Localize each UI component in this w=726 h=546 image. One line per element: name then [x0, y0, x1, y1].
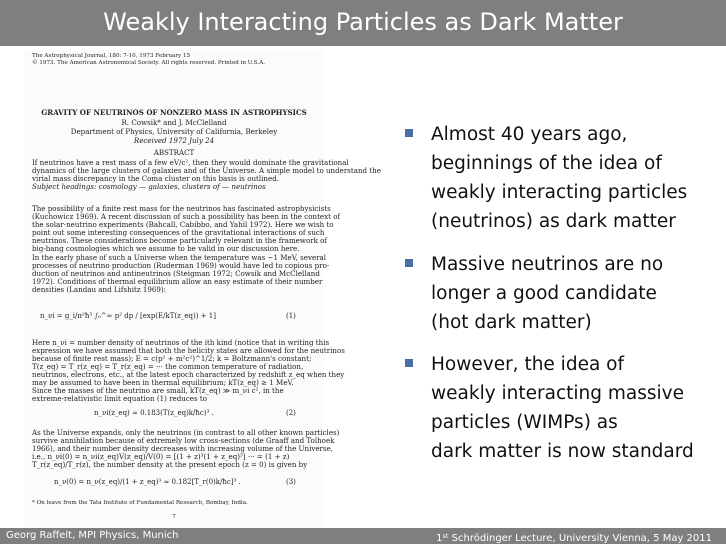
body-line: The possibility of a finite rest mass for the neutrinos has fascinated astrophysicists — [32, 204, 331, 213]
subject-headings: Subject headings: cosmology — galaxies, clusters of — neutrinos — [32, 182, 266, 191]
equation-3: n_ν(0) = n_ν(z_eq)/(1 + z_eq)³ ≈ 0.182[T_r(0)k/ħc]³ . — [54, 478, 241, 486]
equation-1-rhs: g_i/π²ħ³ ∫₀^∞ p² dp / [exp(E/kT(z_eq)) + 1] — [64, 312, 216, 320]
equation-3-number: (3) — [286, 478, 296, 486]
abstract-line: virial mass discrepancy in the Coma cluster on this basis is outlined. — [32, 174, 279, 183]
body-line: T_r(z_eq)/T_r(z), the number density at the present epoch (z = 0) is given by — [32, 460, 308, 469]
bullet-line: (hot dark matter) — [431, 312, 592, 333]
footer-ordinal-suffix: st — [442, 532, 449, 540]
bullet-line: particles (WIMPs) as — [431, 412, 618, 433]
bullet-line: beginnings of the idea of — [431, 153, 662, 174]
bullet-line: Massive neutrinos are no — [431, 254, 664, 275]
body-line: neutrinos. These considerations become particularly relevant in the framework of — [32, 236, 328, 245]
body-line: As the Universe expands, only the neutrinos (in contrast to all other known particles) — [32, 428, 340, 437]
abstract-heading: ABSTRACT — [153, 148, 195, 157]
paper-received: Received 1972 July 24 — [133, 136, 215, 145]
body-line: survive annihilation because of extremely low cross-sections (de Graaff and Tolhoek — [32, 436, 335, 445]
abstract-line: If neutrinos have a rest mass of a few eV/c², then they would dominate the gravitational — [32, 158, 349, 167]
body-line: 1972). Conditions of thermal equilibrium allow an easy estimate of their number — [32, 277, 323, 286]
footer-event-text: Schrödinger Lecture, University Vienna, 5 May 2011 — [448, 533, 712, 544]
body-line: the solar-neutrino experiments (Bahcall, Cabibbo, and Yahil 1972). Here we wish to — [32, 220, 334, 229]
equation-1-number: (1) — [286, 312, 296, 320]
bullet-line: longer a good candidate — [431, 283, 657, 304]
paper-authors: R. Cowsik* and J. McClelland — [121, 118, 227, 127]
paper-scan — [24, 50, 381, 528]
abstract-line: dynamics of the large clusters of galaxies and of the Universe. A simple model to understand the — [32, 166, 381, 175]
body-line: processes of neutrino production (Ruderman 1969) would have led to copious pro- — [32, 261, 330, 270]
body-line: duction of neutrinos and antineutrinos (Steigman 1972; Cowsik and McClelland — [32, 269, 320, 278]
footnote: * On leave from the Tata Institute of Fundamental Research, Bombay, India. — [32, 500, 248, 506]
equation-1-lhs: n_νi = — [40, 312, 65, 320]
bullet-line: dark matter is now standard — [431, 441, 694, 462]
body-line: because of finite rest mass); E = c(p² + m²c²)^1/2; k = Boltzmann's constant; — [32, 354, 312, 363]
slide-title: Weakly Interacting Particles as Dark Matter — [103, 8, 623, 36]
footer-event — [436, 529, 712, 546]
body-line: Here n_νi = number density of neutrinos of the ith kind (notice that in writing this — [32, 338, 330, 347]
body-line: expression we have assumed that both the helicity states are allowed for the neutrinos — [32, 346, 345, 355]
journal-line: The Astrophysical Journal, 180: 7-10, 1973 February 15 — [32, 53, 191, 59]
body-line: big-bang cosmologies which we assume to be valid in our discussion here. — [32, 244, 300, 253]
square-bullet-icon — [404, 258, 414, 268]
footer-author: Georg Raffelt, MPI Physics, Munich — [6, 530, 179, 541]
body-line: extreme-relativistic limit equation (1) reduces to — [32, 394, 208, 403]
equation-1 — [40, 312, 270, 321]
body-line: neutrinos, electrons, etc., at the latest epoch characterized by redshift z_eq when they — [32, 370, 345, 379]
body-line: i.e., n_νi(0) = n_νi(z_eq)V(z_eq)/V(0) = [(1 + z)³(1 + z_eq)³] ··· = (1 + z) — [32, 452, 290, 461]
body-line: 1966), and their number density decreases with increasing volume of the Universe, — [32, 444, 334, 453]
paper-page-number: 7 — [172, 514, 176, 520]
title-bar — [0, 0, 726, 46]
bullet-line: Almost 40 years ago, — [431, 124, 628, 145]
equation-2: n_νi(z_eq) ≈ 0.183(T(z_eq)k/ħc)³ . — [94, 409, 214, 417]
square-bullet-icon — [404, 128, 414, 138]
copyright-line: © 1973. The American Astronomical Society. All rights reserved. Printed in U.S.A. — [32, 60, 266, 66]
body-line: may be assumed to have been in thermal equilibrium; kT(z_eq) ≥ 1 MeV. — [32, 378, 294, 387]
body-line: In the early phase of such a Universe when the temperature was ~1 MeV, several — [32, 253, 327, 262]
body-line: point out some interesting consequences of the gravitational interactions of such — [32, 228, 325, 237]
bullet-line: weakly interacting particles — [431, 182, 688, 203]
square-bullet-icon — [404, 358, 414, 368]
body-line: (Kuchowicz 1969). A recent discussion of such a possibility has been in the context of — [32, 212, 341, 221]
body-line: densities (Landau and Lifshitz 1969): — [32, 285, 167, 294]
bullet-line: (neutrinos) as dark matter — [431, 211, 676, 232]
body-line: Since the masses of the neutrino are small, kT(z_eq) ≫ m_νi c², in the — [32, 386, 284, 395]
equation-2-number: (2) — [286, 409, 296, 417]
paper-title: GRAVITY OF NEUTRINOS OF NONZERO MASS IN ASTROPHYSICS — [41, 108, 307, 117]
paper-affiliation: Department of Physics, University of California, Berkeley — [70, 127, 278, 136]
footer-ordinal: 1 — [436, 533, 443, 544]
footer-bar — [0, 528, 726, 544]
bullet-line: weakly interacting massive — [431, 383, 684, 404]
body-line: T(z_eq) = T_r(z_eq) = T_r(z_eq) = ··· the common temperature of radiation, — [32, 362, 304, 371]
bullet-line: However, the idea of — [431, 354, 624, 375]
